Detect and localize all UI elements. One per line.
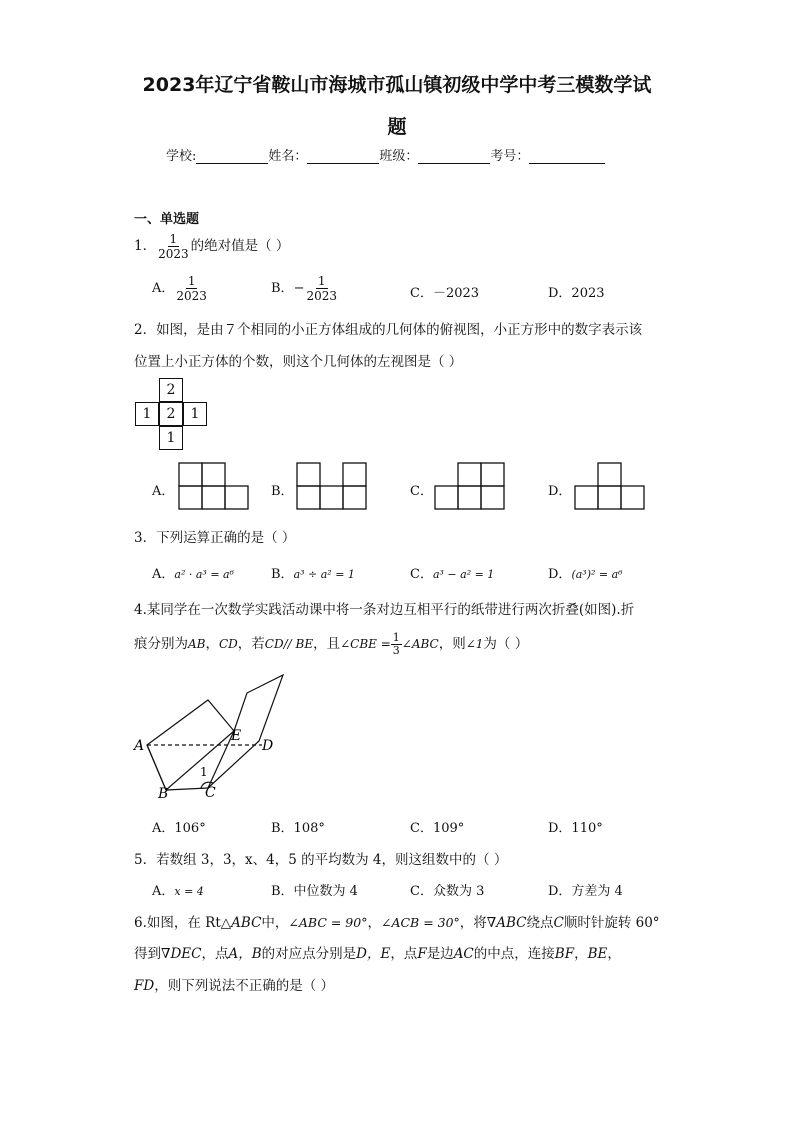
q4-option-c[interactable]: C．109°: [410, 821, 465, 836]
q3-option-b[interactable]: B．a³ ÷ a² = 1: [271, 567, 355, 582]
segment-ab: [147, 745, 166, 790]
class-label: 班级：: [379, 149, 419, 164]
q4-stem-line2: 痕分别为AB，CD，若CD// BE，且∠CBE = $\frac{1}{3}$ ∠ABC，则∠1为（ ）: [134, 631, 529, 657]
question-1-stem: [134, 232, 289, 261]
q3-stem: 3．下列运算正确的是（ ）: [134, 530, 296, 546]
exam-no-field[interactable]: [529, 149, 605, 164]
grid-cell-left: 1: [135, 402, 159, 426]
q5-stem: 5．若数组 3，3，x、4，5 的平均数为 4，则这组数中的（ ）: [134, 852, 508, 868]
school-field[interactable]: [196, 149, 268, 164]
page-title-cont: 题: [387, 116, 407, 138]
top-view-grid: [135, 378, 209, 452]
q6-stem-line3: FD，则下列说法不正确的是（ ）: [134, 978, 334, 994]
segment-bc: [166, 788, 208, 790]
grid-cell-right: 1: [183, 402, 207, 426]
q1-number: 1．: [134, 238, 157, 254]
q2-stem-line2: 位置上小正方体的个数，则这个几何体的左视图是（ ）: [134, 354, 463, 370]
q4-option-b[interactable]: B．108°: [271, 821, 325, 836]
q2-option-c-label[interactable]: C．: [410, 484, 433, 499]
q3-option-a[interactable]: A．a² · a³ = a⁶: [152, 567, 234, 582]
class-field[interactable]: [418, 149, 490, 164]
info-line: [166, 145, 605, 164]
q1-option-c[interactable]: C．－2023: [410, 286, 480, 301]
page-title: 2023年辽宁省鞍山市海城市孤山镇初级中学中考三模数学试: [142, 74, 652, 96]
q6-stem-line1: 6.如图，在 Rt△ABC中，∠ABC = 90°，∠ACB = 30°，将∇ABC绕点C顺时针旋转 60°: [134, 915, 660, 931]
q2-option-a-figure[interactable]: [178, 462, 250, 510]
q5-option-c[interactable]: C．众数为 3: [410, 884, 485, 899]
q6-stem-line2: 得到∇DEC，点A，B的对应点分别是D，E，点F是边AC的中点，连接BF，BE，: [134, 946, 621, 962]
q2-stem-line1: 2．如图，是由７个相同的小正方体组成的几何体的俯视图，小正方形中的数字表示该: [134, 322, 643, 338]
q2-option-a-label[interactable]: A．: [152, 484, 175, 499]
name-field[interactable]: [307, 149, 379, 164]
q2-option-d-figure[interactable]: [574, 462, 646, 510]
q5-option-a[interactable]: A．x = 4: [152, 884, 204, 899]
q3-option-c[interactable]: C．a³ − a² = 1: [410, 567, 495, 582]
label-c: C: [205, 785, 216, 801]
q3-option-d[interactable]: D．(a³)² = a⁶: [548, 567, 623, 582]
q4-option-d[interactable]: D．110°: [548, 821, 603, 836]
q2-option-d-label[interactable]: D．: [548, 484, 572, 499]
name-label: 姓名：: [268, 149, 308, 164]
section-heading: 一、单选题: [134, 212, 200, 227]
q1-fraction: $\frac{1}{2023}$: [158, 232, 189, 261]
q2-option-c-figure[interactable]: [434, 462, 506, 510]
exam-no-label: 考号：: [490, 149, 530, 164]
q5-option-d[interactable]: D．方差为 4: [548, 884, 623, 899]
label-d: D: [262, 738, 274, 754]
q4-option-a[interactable]: A．106°: [152, 821, 206, 836]
fold-strip-right: [208, 675, 283, 788]
q2-option-b-figure[interactable]: [296, 462, 368, 510]
label-e: E: [231, 728, 242, 744]
q1-stem-text: 的绝对值是（ ）: [190, 238, 290, 254]
q1-option-a[interactable]: A． $\frac{1}{2023}$: [152, 274, 207, 303]
q5-option-b[interactable]: B．中位数为 4: [271, 884, 358, 899]
q1-option-b[interactable]: B．− $\frac{1}{2023}$: [271, 274, 338, 303]
label-a: A: [134, 738, 145, 754]
label-angle-1: 1: [200, 765, 208, 779]
grid-cell-bottom: 1: [159, 426, 183, 450]
q4-stem-line1: 4.某同学在一次数学实践活动课中将一条对边互相平行的纸带进行两次折叠(如图).折: [134, 602, 635, 618]
grid-cell-center: 2: [159, 402, 183, 426]
q2-option-b-label[interactable]: B．: [271, 484, 294, 499]
q4-folding-figure: [130, 668, 300, 804]
grid-cell-top: 2: [159, 378, 183, 402]
school-label: 学校:: [166, 149, 197, 164]
q1-option-d[interactable]: D．2023: [548, 286, 605, 301]
label-b: B: [158, 786, 169, 802]
